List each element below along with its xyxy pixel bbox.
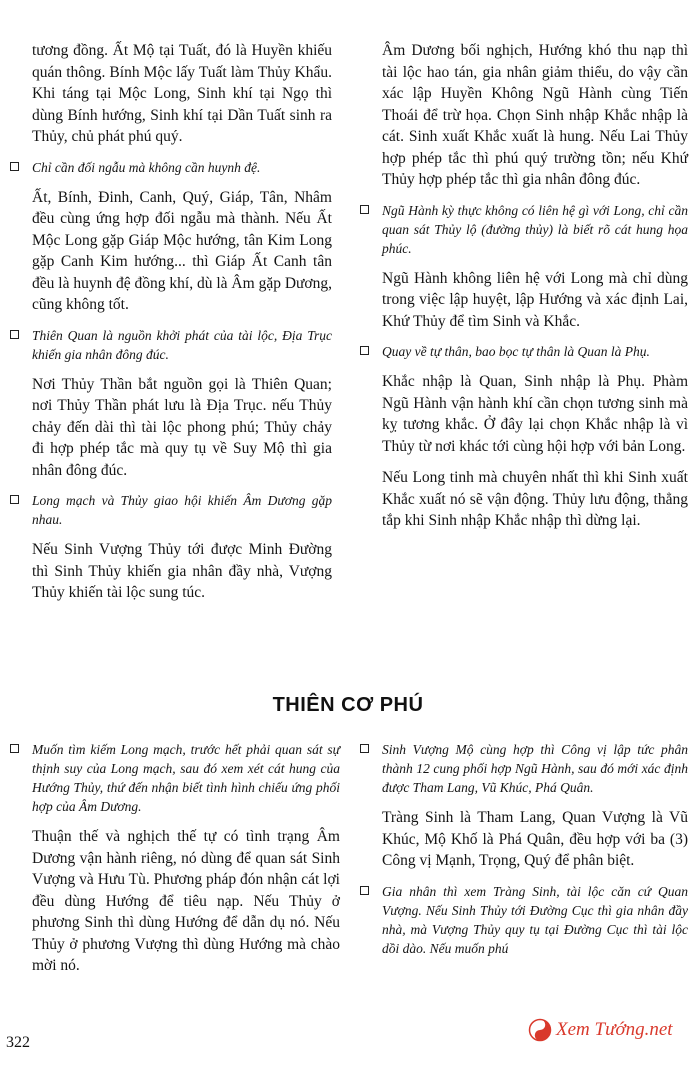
- bottom-left-column: [10, 740, 340, 987]
- watermark-text: Xem Tướng.net: [556, 1019, 673, 1040]
- bullet-text: Sinh Vượng Mộ cùng hợp thì Công vị lập tức phân thành 12 cung phối hợp Ngũ Hành, sau đó mới xác định được Tham Lang, Vũ Khúc, Phá Quân.: [382, 742, 688, 795]
- paragraph: Âm Dương bối nghịch, Hướng khó thu nạp thì tài lộc hao tán, gia nhân giảm thiểu, do vậy cần xác lập Huyền Không Ngũ Hành cùng Tiến Thoái để trừ họa. Chọn Sinh nhập Khắc nhập là cát. Sinh xuất Khắc xuất là hung. Nếu Lai Thủy hợp phép tắc thì phú quý trường tồn; nếu Khứ Thủy hợp phép tắc thì gia nhân đông đúc.: [382, 42, 688, 188]
- checkbox-bullet-icon: [360, 346, 369, 355]
- checkbox-bullet-icon: [10, 162, 19, 171]
- yin-yang-icon: [528, 1018, 552, 1042]
- bullet-text: Thiên Quan là nguồn khởi phát của tài lộc, Địa Trục khiến gia nhân đông đúc.: [32, 327, 332, 362]
- watermark: [528, 1018, 673, 1042]
- bullet-text: Chỉ cần đối ngẫu mà không cần huynh đệ.: [32, 159, 261, 175]
- bullet-heading: [10, 326, 332, 364]
- paragraph: Ngũ Hành không liên hệ với Long mà chỉ dùng trong việc lập huyệt, lập Hướng và xác định Lai, Khứ Thủy để tìm Sinh và Khắc.: [382, 269, 688, 330]
- checkbox-bullet-icon: [360, 205, 369, 214]
- checkbox-bullet-icon: [10, 744, 19, 753]
- top-left-column: [10, 40, 332, 614]
- paragraph: Tràng Sinh là Tham Lang, Quan Vượng là Vũ Khúc, Mộ Khố là Phá Quân, đều hợp với ba (3) Công vị Mạnh, Trọng, Quý để phân biệt.: [382, 809, 688, 869]
- bullet-text: Ngũ Hành kỳ thực không có liên hệ gì với Long, chỉ cần quan sát Thủy lộ (đường thủy) là biết rõ cát hung họa phúc.: [382, 202, 688, 256]
- checkbox-bullet-icon: [360, 744, 369, 753]
- bullet-text: Gia nhân thì xem Tràng Sinh, tài lộc căn cứ Quan Vượng. Nếu Sinh Thủy tới Đường Cục thì gia nhân đầy nhà, mà Vượng Thủy quy tụ tại Đường Cục thì tài lộc dồi dào. Nếu muốn phú: [382, 883, 688, 956]
- bullet-heading: [360, 882, 688, 958]
- paragraph: Nếu Sinh Vượng Thủy tới được Minh Đường thì Sinh Thủy khiến gia nhân đầy nhà, Vượng Thủy khiến tài lộc sung túc.: [32, 541, 332, 601]
- page-number: 322: [6, 1034, 30, 1051]
- paragraph: Ất, Bính, Đinh, Canh, Quý, Giáp, Tân, Nhâm đều cùng ứng hợp đối ngẫu mà thành. Nếu Ất Mộc Long gặp Giáp Mộc hướng, tân Kim Long gặp Canh Kim hướng... thì Giáp Ất Canh tân đều là huynh đệ đồng khí, dù là Âm gặp Dương, cũng không tốt.: [32, 188, 332, 313]
- bullet-heading: [360, 740, 688, 797]
- paragraph: tương đồng. Ất Mộ tại Tuất, đó là Huyền khiếu quán thông. Bính Mộc lấy Tuất làm Thủy Khẩu. Khi táng tại Mộc Long, Sinh khí tại Ngọ thì dùng Bính hướng, Sinh khí tại Dần Tuất sinh ra Thủy, chủ phát phú quý.: [32, 42, 332, 145]
- bullet-heading: [10, 740, 340, 816]
- checkbox-bullet-icon: [10, 330, 19, 339]
- checkbox-bullet-icon: [360, 886, 369, 895]
- bullet-text: Muốn tìm kiếm Long mạch, trước hết phải quan sát sự thịnh suy của Long mạch, sau đó xem xét cát hung của Hướng Thủy, thứ đến nhận biết tình hình chiếu ứng phối hợp của Âm Dương.: [32, 742, 340, 814]
- section-title: THIÊN CƠ PHÚ: [272, 694, 424, 716]
- paragraph: Thuận thế và nghịch thế tự có tình trạng Âm Dương vận hành riêng, nó dùng để quan sát Sinh Vượng và Hưu Tù. Phương pháp đón nhận cát lợi đều dùng Hướng để tiêu nạp. Nếu Thủy ở phương Sinh thì dùng Hướng để dẫn dụ nó. Nếu Thủy ở phương Vượng thì dùng Hướng mà chào mời nó.: [32, 828, 340, 974]
- checkbox-bullet-icon: [10, 495, 19, 504]
- bullet-text: Long mạch và Thủy giao hội khiến Âm Dương gặp nhau.: [32, 493, 332, 527]
- paragraph: Nếu Long tinh mà chuyên nhất thì khi Sinh xuất Khắc xuất nó sẽ vận động. Thủy lưu động, thẳng tắp khi Sinh nhập Khắc nhập thì dừng lại.: [382, 469, 688, 529]
- bullet-heading: [10, 491, 332, 529]
- bullet-text: Quay về tự thân, bao bọc tự thân là Quan là Phụ.: [382, 344, 650, 359]
- top-right-column: [360, 40, 688, 542]
- bullet-heading: [360, 342, 688, 361]
- paragraph: Nơi Thủy Thần bắt nguồn gọi là Thiên Quan; nơi Thủy Thần phát lưu là Địa Trục. nếu Thủy chảy đến dài thì tài lộc phong phú; Thủy chảy đi hợp phép tắc mà quy tụ về Suy Mộ thì gia nhân đông đúc.: [32, 375, 332, 479]
- paragraph: Khắc nhập là Quan, Sinh nhập là Phụ. Phàm Ngũ Hành vận hành khí cần chọn tương sinh mà kỵ tương khắc. Ở đây lại chọn Khắc nhập là vì Thủy từ nơi khác tới cùng hội hợp với bản Long.: [382, 373, 688, 455]
- bullet-heading: [10, 158, 332, 177]
- bottom-right-column: [360, 740, 688, 968]
- bullet-heading: [360, 201, 688, 258]
